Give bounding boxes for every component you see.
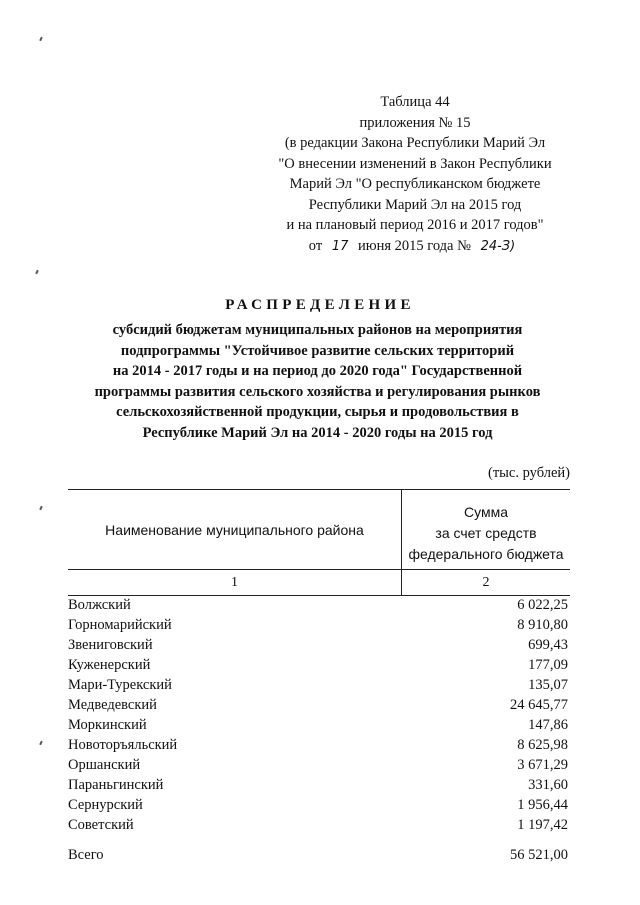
column-number-2: 2 — [482, 575, 490, 590]
edition-line-2: "О внесении изменений в Закон Республики — [278, 155, 552, 172]
table-row — [68, 635, 568, 655]
district-name: Параньгинский — [68, 777, 164, 793]
district-amount: 8 910,80 — [517, 617, 568, 633]
amount-header-line: Сумма — [464, 504, 508, 520]
edition-line-1: (в редакции Закона Республики Марий Эл — [284, 135, 546, 151]
district-amount: 8 625,98 — [517, 737, 568, 753]
column-number-1: 1 — [231, 575, 238, 590]
table-row — [68, 775, 568, 795]
date-middle: июня 2015 года № — [357, 237, 471, 254]
district-amount: 24 645,77 — [510, 697, 568, 713]
district-amount: 135,07 — [528, 677, 568, 693]
table-row — [68, 815, 568, 835]
table-body — [68, 595, 568, 835]
district-amount: 3 671,29 — [517, 757, 568, 773]
scan-speck — [39, 741, 43, 745]
table-row — [68, 795, 568, 815]
table-row — [68, 695, 568, 715]
district-amount: 147,86 — [528, 717, 568, 733]
subtitle-line: на 2014 - 2017 годы и на период до 2020 года" Государственной — [112, 363, 523, 379]
amount-header-line: федерального бюджета — [408, 546, 564, 562]
table-row — [68, 595, 568, 615]
subtitle-line: субсидий бюджетам муниципальных районов на мероприятия — [112, 322, 523, 338]
district-amount: 1 956,44 — [517, 797, 568, 813]
district-name: Моркинский — [68, 717, 147, 733]
scan-speck — [35, 270, 39, 274]
district-amount: 6 022,25 — [517, 597, 568, 613]
table-row — [68, 715, 568, 735]
table-header — [68, 489, 570, 596]
district-amount: 1 197,42 — [517, 817, 568, 833]
district-name: Медведевский — [68, 697, 157, 713]
district-name: Горномарийский — [68, 617, 172, 633]
amount-header-line: за счет средств — [435, 525, 537, 541]
scan-speck — [39, 506, 43, 510]
units-label: (тыс. рублей) — [488, 465, 570, 481]
document-subtitle — [80, 320, 555, 443]
district-name: Советский — [68, 817, 134, 833]
subtitle-line: программы развития сельского хозяйства и регулирования рынков — [94, 383, 541, 400]
district-name: Сернурский — [68, 797, 143, 813]
handwritten-day: 17 — [331, 238, 349, 254]
edition-line-5: и на плановый период 2016 и 2017 годов" — [286, 217, 544, 233]
table-number: Таблица 44 — [380, 94, 450, 110]
table-row — [68, 755, 568, 775]
district-amount: 331,60 — [528, 777, 568, 793]
appendix-number: приложения № 15 — [359, 114, 471, 131]
subtitle-line: сельскохозяйственной продукции, сырья и продовольствия в — [116, 404, 519, 420]
district-name: Оршанский — [68, 757, 141, 773]
date-prefix: от — [308, 237, 323, 254]
appendix-header — [250, 92, 580, 257]
total-label: Всего — [68, 847, 104, 863]
subtitle-line: подпрограммы "Устойчивое развитие сельских территорий — [120, 342, 515, 359]
table-row — [68, 735, 568, 755]
handwritten-law-number: 24-З) — [480, 238, 516, 254]
edition-line-4: Республики Марий Эл на 2015 год — [308, 196, 522, 213]
column-header-amount — [402, 502, 570, 565]
district-name: Волжский — [68, 597, 131, 613]
law-date-line — [250, 236, 580, 258]
edition-line-3: Марий Эл "О республиканском бюджете — [289, 176, 541, 192]
document-title: РАСПРЕДЕЛЕНИЕ — [225, 297, 415, 313]
district-name: Новоторъяльский — [68, 737, 178, 753]
scan-speck — [39, 37, 43, 41]
total-row — [68, 845, 568, 865]
district-amount: 177,09 — [528, 657, 568, 673]
total-amount: 56 521,00 — [510, 847, 568, 863]
table-row — [68, 675, 568, 695]
table-row — [68, 655, 568, 675]
district-name: Куженерский — [68, 657, 151, 673]
district-name: Мари-Турекский — [68, 677, 172, 693]
table-row — [68, 615, 568, 635]
district-name: Звениговский — [68, 637, 153, 653]
column-header-district: Наименование муниципального района — [105, 521, 364, 538]
district-amount: 699,43 — [528, 637, 568, 653]
subtitle-line: Республике Марий Эл на 2014 - 2020 годы на 2015 год — [142, 424, 493, 441]
